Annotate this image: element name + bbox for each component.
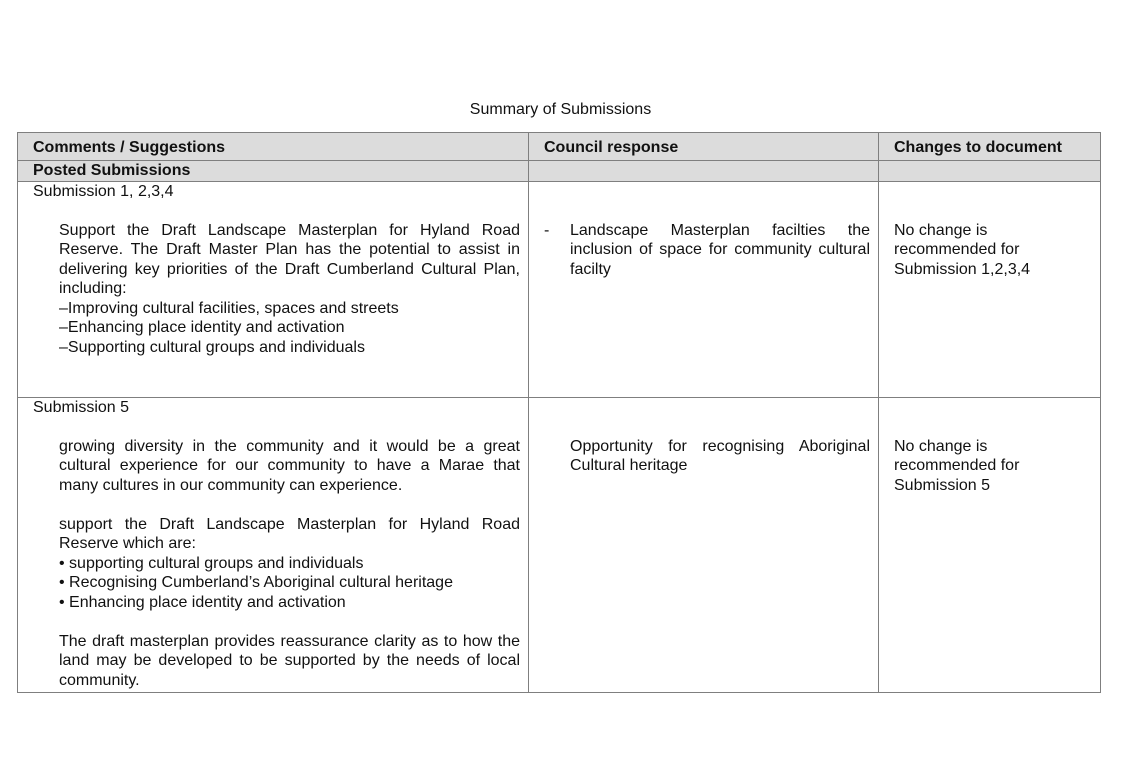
- comment-cell: [18, 397, 529, 692]
- comment-paragraph: The draft masterplan provides reassurance clarity as to how the land may be developed to be supported by the needs of local community.: [59, 632, 520, 689]
- submission-label: Submission 5: [33, 398, 130, 416]
- comment-list-item: –Improving cultural facilities, spaces and streets: [59, 299, 399, 317]
- change-text: No change is recommended for Submission 1,2,3,4: [894, 221, 1031, 278]
- section-empty-cell: [529, 161, 879, 182]
- comment-paragraph: Support the Draft Landscape Masterplan for Hyland Road Reserve. The Draft Master Plan has the potential to assist in delivering key priorities of the Draft Cumberland Cultural Plan, including:: [59, 221, 520, 297]
- response-cell: [529, 397, 879, 692]
- change-text: No change is recommended for Submission 5: [894, 437, 1020, 494]
- response-text: Opportunity for recognising Aboriginal Cultural heritage: [570, 437, 870, 474]
- response-body: [544, 221, 870, 280]
- comment-list-item: • Recognising Cumberland’s Aboriginal cultural heritage: [59, 574, 453, 591]
- comment-list-item: • supporting cultural groups and individuals: [59, 554, 364, 572]
- section-empty-cell: [879, 161, 1101, 182]
- table-row: [18, 397, 1101, 692]
- section-row: [18, 161, 1101, 182]
- section-label: Posted Submissions: [18, 161, 529, 182]
- change-cell: [879, 181, 1101, 397]
- document-title: Summary of Submissions: [469, 101, 652, 118]
- comment-paragraph: support the Draft Landscape Masterplan for Hyland Road Reserve which are:: [59, 515, 520, 552]
- change-cell: [879, 397, 1101, 692]
- header-council-response: Council response: [529, 133, 879, 161]
- response-cell: [529, 181, 879, 397]
- comment-cell: [18, 181, 529, 397]
- table-row: [18, 181, 1101, 397]
- comment-list-item: –Supporting cultural groups and individuals: [59, 338, 365, 356]
- response-text: Landscape Masterplan facilties the inclusion of space for community cultural facilty: [570, 221, 870, 278]
- comment-list-item: –Enhancing place identity and activation: [59, 319, 345, 336]
- response-body: [544, 437, 870, 476]
- header-comments: Comments / Suggestions: [18, 133, 529, 161]
- comment-body: [33, 437, 520, 691]
- table-header-row: [18, 133, 1101, 161]
- comment-paragraph: growing diversity in the community and it would be a great cultural experience for our community to have a Marae that many cultures in our community can experience.: [59, 437, 520, 494]
- submissions-table: [17, 132, 1101, 693]
- comment-body: [33, 221, 520, 358]
- comment-list-item: • Enhancing place identity and activation: [59, 593, 346, 611]
- dash-bullet: -: [544, 221, 550, 239]
- submission-label: Submission 1, 2,3,4: [33, 182, 174, 200]
- header-changes: Changes to document: [879, 133, 1101, 161]
